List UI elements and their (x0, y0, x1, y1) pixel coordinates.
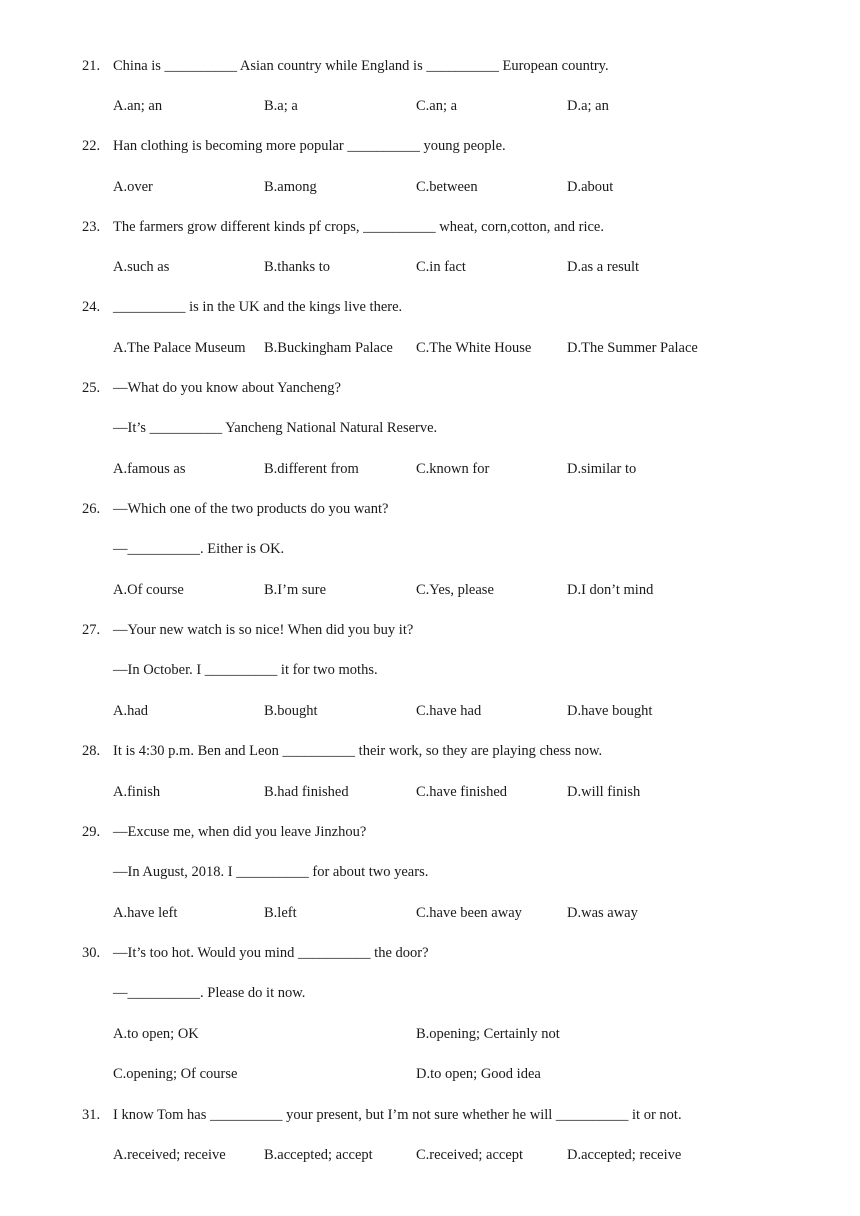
option-d: D.will finish (567, 784, 641, 800)
question-number: 30. (82, 945, 101, 961)
option-c: C.in fact (416, 259, 466, 275)
option-a: A.over (113, 179, 153, 195)
option-d: D.was away (567, 905, 638, 921)
question-number: 28. (82, 743, 101, 759)
option-c: C.have had (416, 703, 482, 719)
option-a: A.Of course (113, 582, 184, 598)
option-b: B.thanks to (264, 259, 331, 275)
question-number: 25. (82, 380, 101, 396)
question-number: 26. (82, 501, 101, 517)
question-stem: —It’s too hot. Would you mind __________ the door? (113, 945, 429, 961)
question-stem: —Excuse me, when did you leave Jinzhou? (113, 824, 367, 840)
option-a: A.such as (113, 259, 170, 275)
option-b: B.different from (264, 461, 359, 477)
question-stem: —Which one of the two products do you want? (113, 501, 389, 517)
option-b: B.a; a (264, 98, 298, 114)
option-d: D.as a result (567, 259, 640, 275)
option-d: D.I don’t mind (567, 582, 654, 598)
option-c: C.The White House (416, 340, 532, 356)
option-b: B.accepted; accept (264, 1147, 373, 1163)
option-b: B.left (264, 905, 297, 921)
option-d: D.The Summer Palace (567, 340, 698, 356)
option-c: C.have been away (416, 905, 522, 921)
option-d: D.accepted; receive (567, 1147, 682, 1163)
option-b: B.Buckingham Palace (264, 340, 393, 356)
option-b: B.among (264, 179, 317, 195)
question-stem: —What do you know about Yancheng? (113, 380, 341, 396)
question-stem: Han clothing is becoming more popular __________ young people. (113, 138, 506, 154)
question-number: 23. (82, 219, 101, 235)
question-stem: I know Tom has __________ your present, but I’m not sure whether he will __________ it or not. (113, 1107, 682, 1123)
option-c: C.an; a (416, 98, 458, 114)
option-b: B.bought (264, 703, 318, 719)
option-c: C.Yes, please (416, 582, 494, 598)
option-a: A.have left (113, 905, 178, 921)
option-c: C.known for (416, 461, 490, 477)
option-b: B.had finished (264, 784, 349, 800)
question-number: 31. (82, 1107, 101, 1123)
option-b: B.opening; Certainly not (416, 1026, 560, 1042)
option-b: B.I’m sure (264, 582, 327, 598)
question-stem: The farmers grow different kinds pf crops, __________ wheat, corn,cotton, and rice. (113, 219, 604, 235)
option-a: A.an; an (113, 98, 163, 114)
option-d: D.similar to (567, 461, 637, 477)
question-number: 29. (82, 824, 101, 840)
option-d: D.to open; Good idea (416, 1066, 541, 1082)
question-number: 22. (82, 138, 101, 154)
option-a: A.famous as (113, 461, 186, 477)
option-a: A.had (113, 703, 149, 719)
option-a: A.The Palace Museum (113, 340, 246, 356)
question-stem-line-2: —In August, 2018. I __________ for about two years. (113, 864, 429, 880)
question-number: 21. (82, 58, 101, 74)
option-c: C.between (416, 179, 478, 195)
question-stem-line-2: —In October. I __________ it for two moths. (113, 662, 378, 678)
option-a: A.to open; OK (113, 1026, 199, 1042)
question-stem-line-2: —__________. Please do it now. (113, 985, 306, 1001)
option-c: C.have finished (416, 784, 508, 800)
option-a: A.received; receive (113, 1147, 226, 1163)
question-stem: It is 4:30 p.m. Ben and Leon __________ their work, so they are playing chess now. (113, 743, 603, 759)
question-stem: —Your new watch is so nice! When did you buy it? (113, 622, 414, 638)
option-c: C.opening; Of course (113, 1066, 238, 1082)
option-d: D.about (567, 179, 614, 195)
question-number: 27. (82, 622, 101, 638)
question-stem: __________ is in the UK and the kings live there. (113, 299, 403, 315)
option-d: D.a; an (567, 98, 609, 114)
option-d: D.have bought (567, 703, 653, 719)
question-stem-line-2: —__________. Either is OK. (113, 541, 285, 557)
option-c: C.received; accept (416, 1147, 524, 1163)
question-stem-line-2: —It’s __________ Yancheng National Natural Reserve. (113, 420, 438, 436)
question-stem: China is __________ Asian country while England is __________ European country. (113, 58, 609, 74)
option-a: A.finish (113, 784, 161, 800)
question-number: 24. (82, 299, 101, 315)
